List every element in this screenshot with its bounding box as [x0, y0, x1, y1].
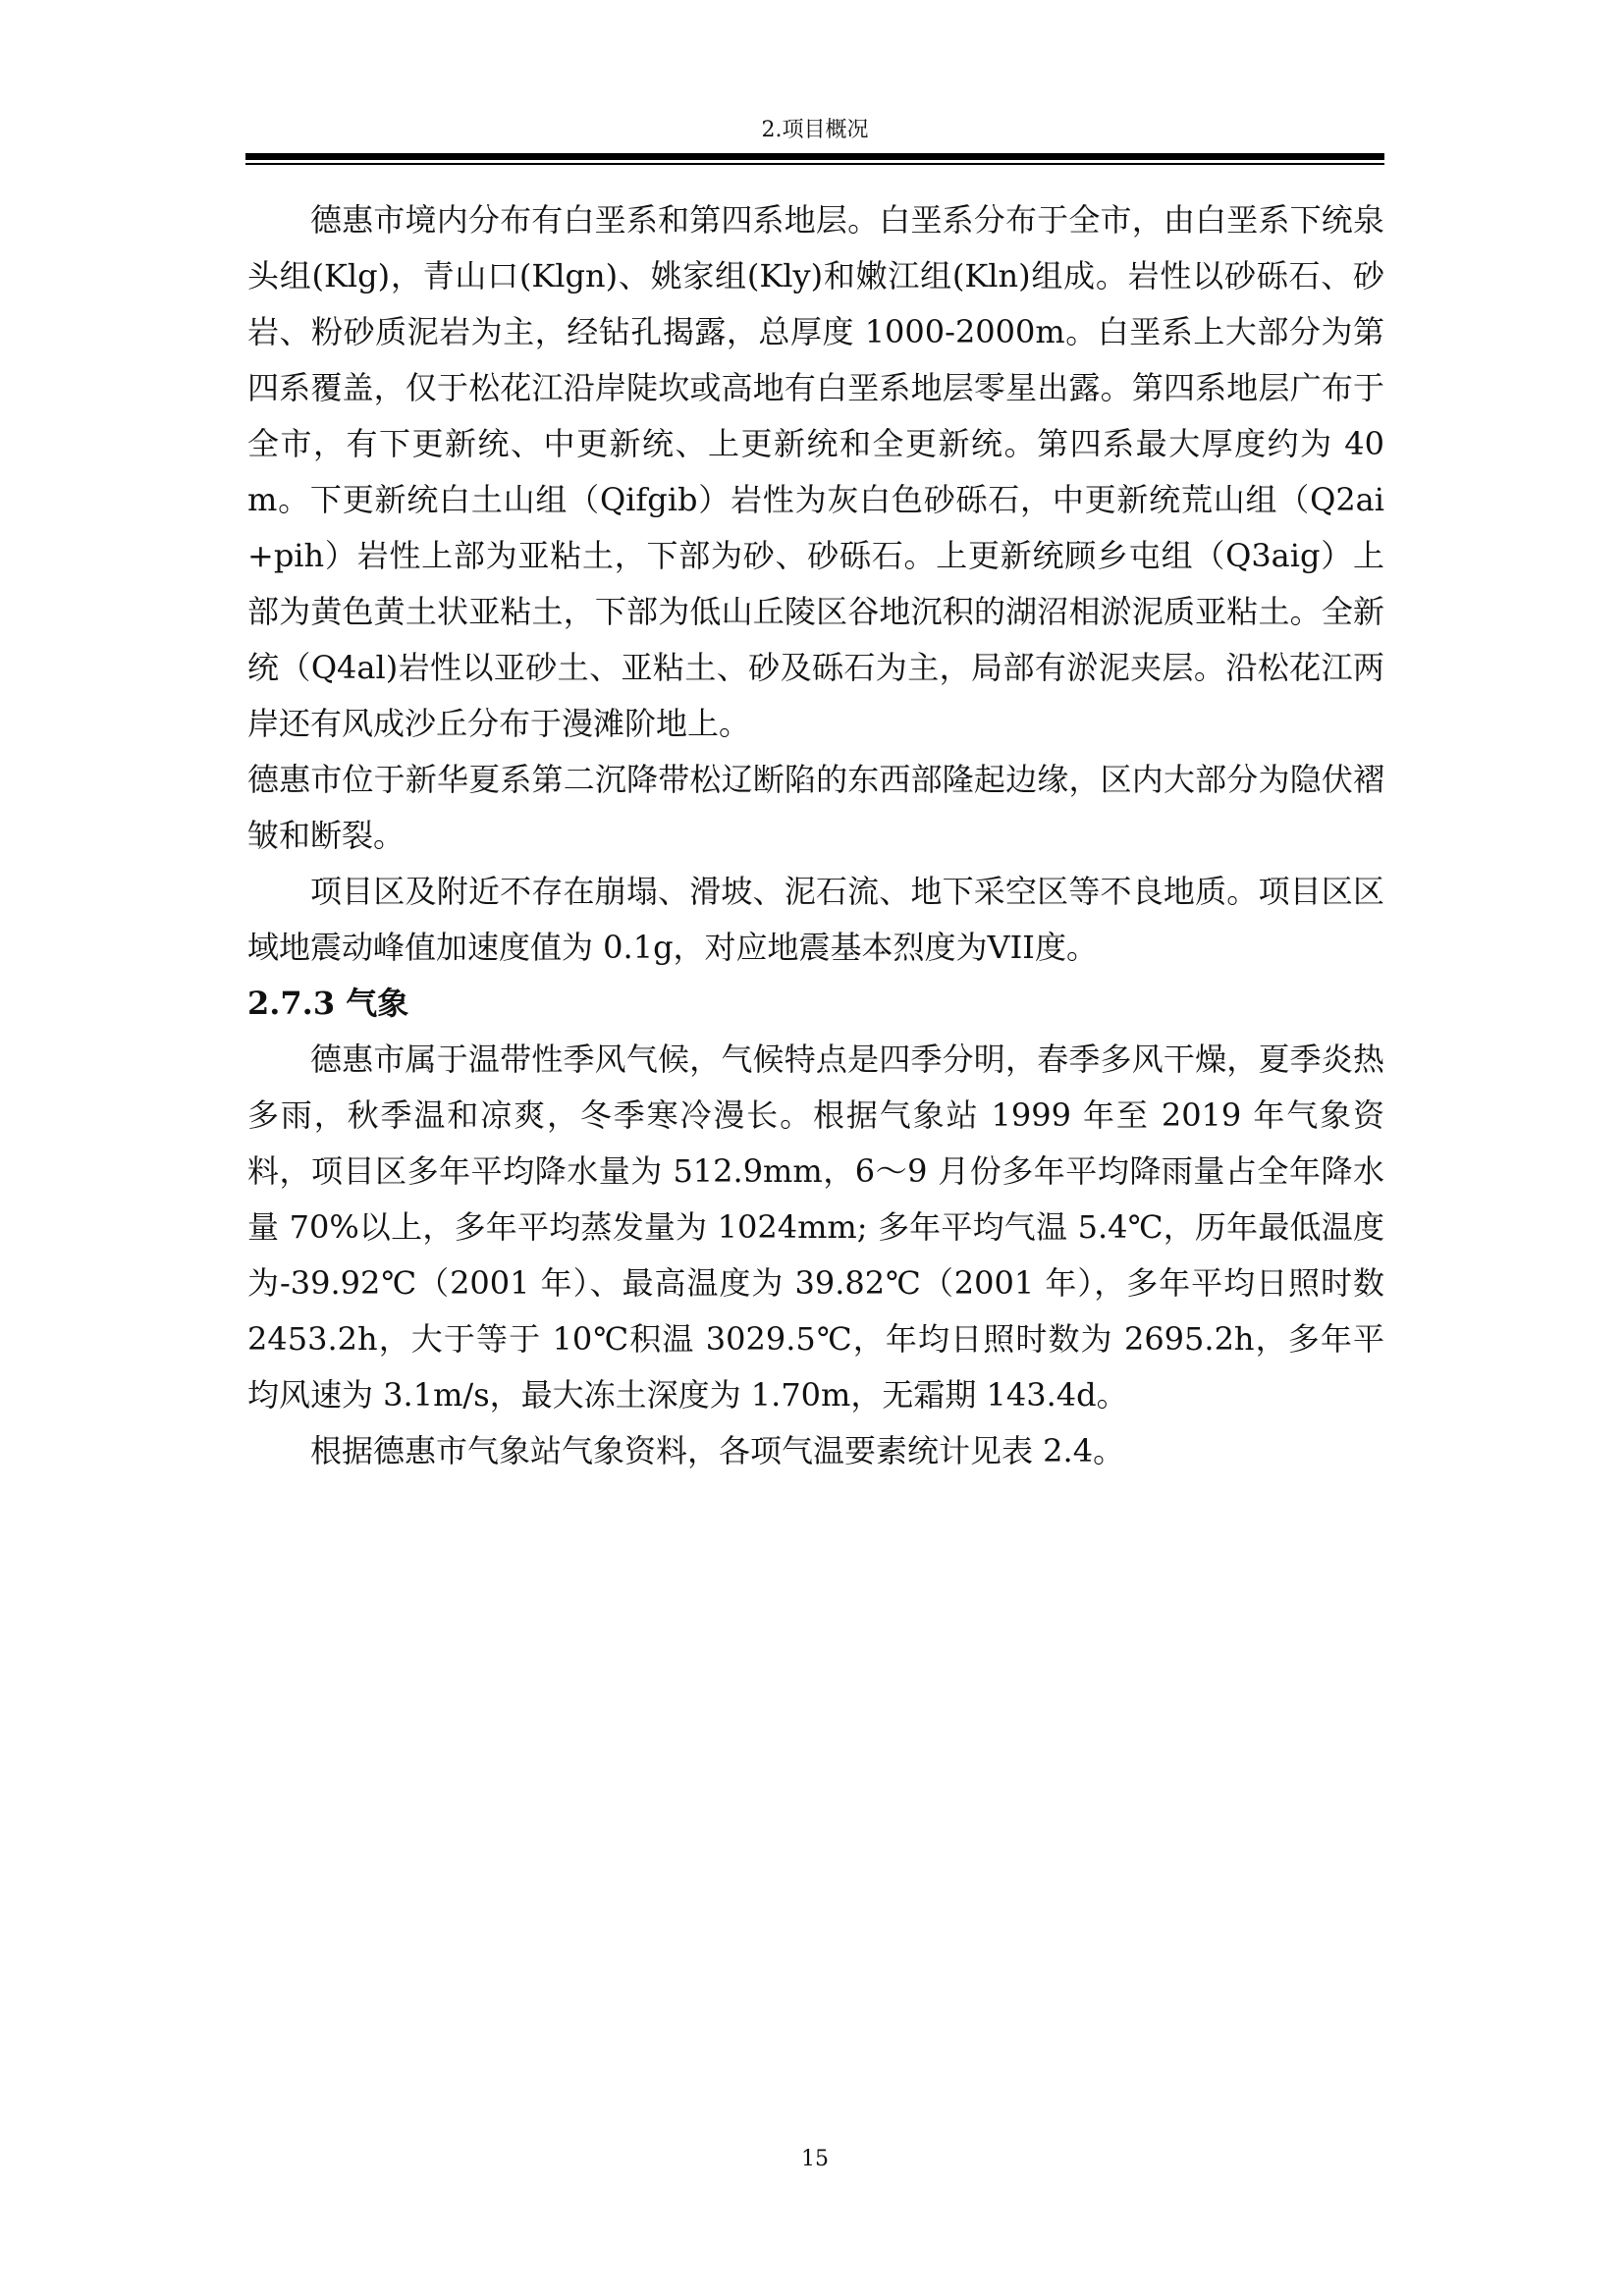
running-header: 2.项目概况	[761, 118, 869, 142]
header-rule-thin	[245, 163, 1384, 165]
paragraph-geology-hazards: 项目区及附近不存在崩塌、滑坡、泥石流、地下采空区等不良地质。项目区区域地震动峰值加速度值为 0.1g，对应地震基本烈度为VII度。	[247, 873, 1384, 966]
paragraph-strata: 德惠市境内分布有白垩系和第四系地层。白垩系分布于全市，由白垩系下统泉头组(Klg)，青山口(Klgn)、姚家组(Kly)和嫩江组(Kln)组成。岩性以砂砾石、砂岩、粉砂质泥岩为主，经钻孔揭露，总厚度 1000-2000m。白垩系上大部分为第四系覆盖，仅于松花江沿岸陡坎或高地有白垩系地层零星出露。第四系地层广布于全市，有下更新统、中更新统、上更新统和全更新统。第四系最大厚度约为 40m。下更新统白土山组（Qifgib）岩性为灰白色砂砾石，中更新统荒山组（Q2ai+pih）岩性上部为亚粘土，下部为砂、砂砾石。上更新统顾乡屯组（Q3aig）上部为黄色黄土状亚粘土，下部为低山丘陵区谷地沉积的湖沼相淤泥质亚粘土。全新统（Q4al)岩性以亚砂土、亚粘土、砂及砾石为主，局部有淤泥夹层。沿松花江两岸还有风成沙丘分布于漫滩阶地上。	[247, 201, 1384, 742]
paragraph-structure: 德惠市位于新华夏系第二沉降带松辽断陷的东西部隆起边缘，区内大部分为隐伏褶皱和断裂。	[247, 761, 1384, 854]
paragraph-table-reference: 根据德惠市气象站气象资料，各项气温要素统计见表 2.4。	[310, 1432, 1125, 1469]
page-body	[247, 192, 1384, 1479]
section-heading-meteorology: 2.7.3 气象	[247, 985, 409, 1022]
header-rule-thick	[245, 153, 1384, 160]
paragraph-climate: 德惠市属于温带性季风气候，气候特点是四季分明，春季多风干燥，夏季炎热多雨，秋季温和凉爽，冬季寒冷漫长。根据气象站 1999 年至 2019 年气象资料，项目区多年平均降水量为 512.9mm，6～9 月份多年平均降雨量占全年降水量 70%以上，多年平均蒸发量为 1024mm; 多年平均气温 5.4℃，历年最低温度为-39.92℃（2001 年）、最高温度为 39.82℃（2001 年），多年平均日照时数 2453.2h，大于等于 10℃积温 3029.5℃，年均日照时数为 2695.2h，多年平均风速为 3.1m/s，最大冻土深度为 1.70m，无霜期 143.4d。	[247, 1041, 1384, 1414]
page-number: 15	[801, 2147, 829, 2171]
